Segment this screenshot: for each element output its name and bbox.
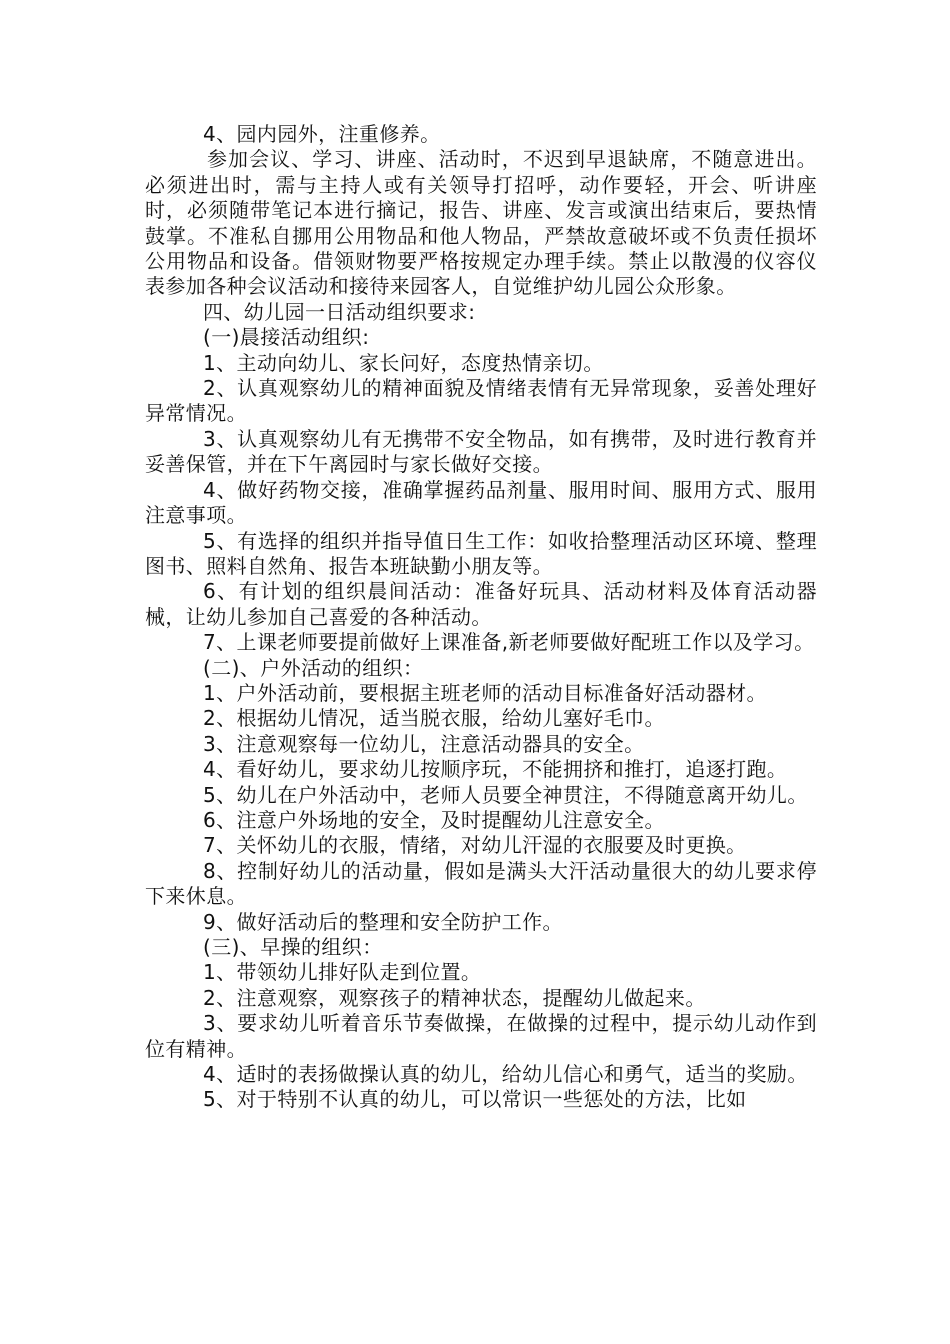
document-body	[145, 122, 817, 1113]
subsection-heading: (一)晨接活动组织:	[203, 325, 370, 350]
list-item: 3、注意观察每一位幼儿，注意活动器具的安全。	[203, 731, 645, 756]
list-item: 2、注意观察，观察孩子的精神状态，提醒幼儿做起来。	[203, 985, 706, 1010]
list-item: 7、上课老师要提前做好上课准备,新老师要做好配班工作以及学习。	[203, 630, 815, 655]
list-item: 4、看好幼儿，要求幼儿按顺序玩，不能拥挤和推打，追逐打跑。	[203, 757, 788, 782]
list-item: 1、户外活动前，要根据主班老师的活动目标准备好活动器材。	[203, 680, 767, 705]
subsection-heading: (三)、早操的组织：	[203, 935, 383, 959]
paragraph: 参加会议、学习、讲座、活动时，不迟到早退缺席，不随意进出。必须进出时，需与主持人或有关领导打招呼，动作要轻，开会、听讲座时，必须随带笔记本进行摘记，报告、讲座、发言或演出结束后，要热情鼓掌。不准私自挪用公用物品和他人物品，严禁故意破坏或不负责任损坏公用物品和设备。借领财物要严格按规定办理手续。禁止以散漫的仪容仪表参加各种会议活动和接待来园客人，自觉维护幼儿园公众形象。	[145, 147, 817, 299]
list-item: 5、幼儿在户外活动中，老师人员要全神贯注，不得随意离开幼儿。	[203, 782, 808, 807]
list-item: 4、做好药物交接，准确掌握药品剂量、服用时间、服用方式、服用注意事项。	[145, 477, 817, 528]
list-item: 2、根据幼儿情况，适当脱衣服，给幼儿塞好毛巾。	[203, 706, 665, 731]
section-heading: 四、幼儿园一日活动组织要求:	[203, 299, 476, 324]
list-item: 5、有选择的组织并指导值日生工作：如收拾整理活动区环境、整理图书、照料自然角、报告本班缺勤小朋友等。	[145, 528, 817, 578]
list-item: 1、带领幼儿排好队走到位置。	[203, 960, 482, 985]
list-item: 3、认真观察幼儿有无携带不安全物品，如有携带，及时进行教育并妥善保管，并在下午离园时与家长做好交接。	[145, 426, 817, 477]
subsection-heading: (二)、户外活动的组织：	[203, 655, 424, 680]
list-item: 5、对于特别不认真的幼儿，可以常识一些惩处的方法，比如	[203, 1087, 747, 1112]
list-item: 6、注意户外场地的安全，及时提醒幼儿注意安全。	[203, 807, 665, 832]
list-item: 8、控制好幼儿的活动量，假如是满头大汗活动量很大的幼儿要求停下来休息。	[145, 858, 817, 909]
list-item: 3、要求幼儿听着音乐节奏做操，在做操的过程中，提示幼儿动作到位有精神。	[145, 1011, 817, 1061]
list-item: 7、关怀幼儿的衣服，情绪，对幼儿汗湿的衣服要及时更换。	[203, 833, 747, 858]
paragraph: 4、园内园外，注重修养。	[203, 122, 441, 146]
list-item: 9、做好活动后的整理和安全防护工作。	[203, 909, 563, 934]
list-item: 6、有计划的组织晨间活动：准备好玩具、活动材料及体育活动器械，让幼儿参加自己喜爱的各种活动。	[145, 579, 817, 629]
list-item: 2、认真观察幼儿的精神面貌及情绪表情有无异常现象，妥善处理好异常情况。	[145, 376, 817, 426]
list-item: 4、适时的表扬做操认真的幼儿，给幼儿信心和勇气，适当的奖励。	[203, 1062, 808, 1087]
list-item: 1、主动向幼儿、家长问好，态度热情亲切。	[203, 350, 604, 375]
